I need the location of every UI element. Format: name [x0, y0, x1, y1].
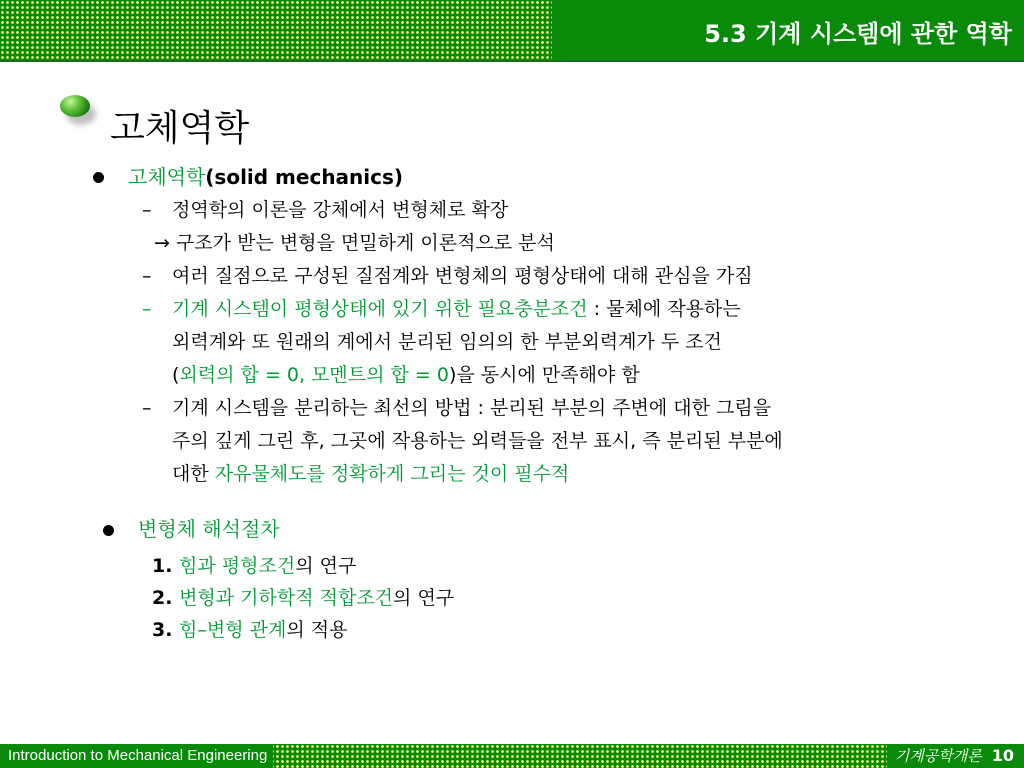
- step-item: [152, 586, 454, 610]
- condition-rest: : 물체에 작용하는: [587, 298, 741, 320]
- condition-item-line2: 외력계와 또 원래의 계에서 분리된 임의의 한 부분외력계가 두 조건: [172, 331, 722, 353]
- section2-heading: 변형체 해석절차: [138, 517, 280, 541]
- footer-page-info: [887, 744, 1024, 768]
- step-rest: 의 연구: [295, 555, 357, 577]
- dash-marker: –: [142, 397, 152, 419]
- condition-item-line1: [172, 297, 741, 321]
- section1-label-paren: (solid mechanics): [205, 165, 404, 189]
- step-highlight: 힘–변형 관계: [179, 619, 287, 641]
- condition-highlight: 기계 시스템이 평형상태에 있기 위한 필요충분조건: [172, 298, 588, 320]
- fbd-item-line2: 주의 깊게 그린 후, 그곳에 작용하는 외력들을 전부 표시, 즉 분리된 부분에: [172, 430, 783, 452]
- list-item: [142, 198, 152, 222]
- bullet-dot-icon: [103, 525, 114, 536]
- step-item: [152, 554, 356, 578]
- fbd-prefix: 대한: [172, 463, 215, 485]
- dash-marker: –: [142, 298, 152, 320]
- arrow-item-text: 구조가 받는 변형을 면밀하게 이론적으로 분석: [175, 232, 555, 254]
- list-item-text: 정역학의 이론을 강체에서 변형체로 확장: [172, 199, 509, 221]
- step-rest: 의 적용: [286, 619, 348, 641]
- section1-heading: [128, 165, 403, 189]
- dash-marker: –: [142, 199, 152, 221]
- dash-marker: –: [142, 265, 152, 287]
- step-item: [152, 618, 347, 642]
- header-divider: [0, 60, 1024, 62]
- step-rest: 의 연구: [393, 587, 455, 609]
- step-number: 2.: [152, 587, 180, 609]
- fbd-highlight: 자유물체도를 정확하게 그리는 것이 필수적: [214, 463, 570, 485]
- fbd-item-line3: [172, 462, 569, 486]
- step-number: 1.: [152, 555, 180, 577]
- page-title: 고체역학: [110, 108, 250, 149]
- paren-open: (: [172, 364, 180, 386]
- page-number: 10: [991, 746, 1014, 765]
- arrow-item: [154, 231, 555, 255]
- step-number: 3.: [152, 619, 180, 641]
- footer-course-title: Introduction to Mechanical Engineering: [0, 744, 273, 768]
- step-highlight: 변형과 기하학적 적합조건: [179, 587, 394, 609]
- step-highlight: 힘과 평형조건: [179, 555, 296, 577]
- section1-label: 고체역학: [128, 165, 206, 189]
- footer-bar: [0, 744, 1024, 768]
- condition-item-line3: [172, 363, 640, 387]
- condition-equations: 외력의 합 = 0, 모멘트의 합 = 0: [179, 364, 449, 386]
- condition-close: )을 동시에 만족해야 함: [448, 364, 640, 386]
- fbd-item-line1: 기계 시스템을 분리하는 최선의 방법 : 분리된 부분의 주변에 대한 그림을: [172, 397, 772, 419]
- footer-course-name: 기계공학개론: [894, 747, 982, 765]
- arrow-right-icon: →: [154, 232, 170, 254]
- section-title: 5.3 기계 시스템에 관한 역학: [704, 20, 1012, 48]
- green-ball-icon: [60, 95, 90, 117]
- list-item-text: 여러 질점으로 구성된 질점계와 변형체의 평형상태에 대해 관심을 가짐: [172, 265, 753, 287]
- bullet-dot-icon: [93, 172, 104, 183]
